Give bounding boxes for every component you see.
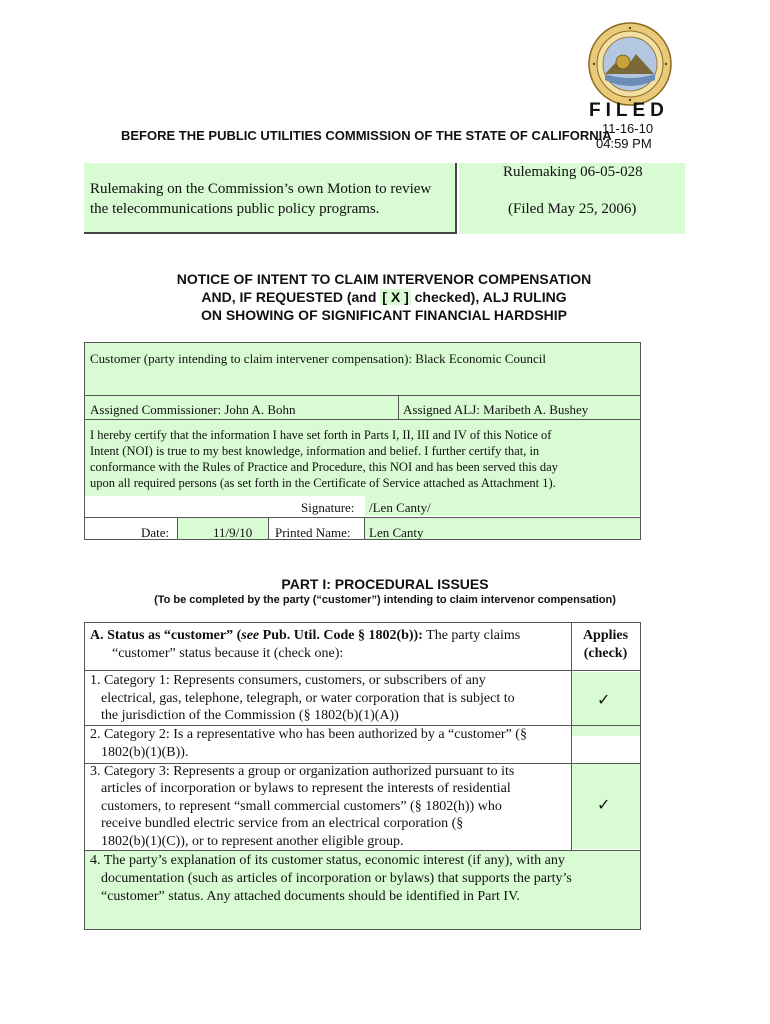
applies-label: Applies bbox=[582, 628, 629, 643]
divider bbox=[364, 517, 365, 539]
section-a-see: see bbox=[241, 628, 260, 643]
rulemaking-filed-date: (Filed May 25, 2006) bbox=[508, 201, 637, 217]
category-1-checkmark[interactable]: ✓ bbox=[597, 690, 611, 709]
assigned-commissioner[interactable]: Assigned Commissioner: John A. Bohn bbox=[90, 402, 296, 417]
commission-seal bbox=[588, 22, 672, 106]
divider bbox=[177, 517, 178, 539]
check-label: (check) bbox=[583, 645, 628, 661]
signature-label: Signature: bbox=[301, 500, 355, 515]
customer-status-table bbox=[84, 622, 641, 930]
section-a-code: Pub. Util. Code § 1802(b)): bbox=[259, 628, 423, 643]
notice-title-line-2 bbox=[0, 289, 769, 305]
filed-stamp-time: 04:59 PM bbox=[596, 136, 652, 151]
hardship-checkbox[interactable]: [ X ] bbox=[382, 289, 409, 305]
customer-info-box bbox=[84, 342, 641, 540]
item-4-line[interactable]: “customer” status. Any attached documents should be identified in Part IV. bbox=[101, 889, 520, 904]
divider bbox=[85, 517, 640, 518]
assigned-alj[interactable]: Assigned ALJ: Maribeth A. Bushey bbox=[403, 402, 589, 417]
category-3-checkmark[interactable]: ✓ bbox=[597, 795, 611, 814]
rulemaking-number: Rulemaking 06-05-028 bbox=[503, 164, 643, 180]
rulemaking-description-line: Rulemaking on the Commission’s own Motion to review bbox=[90, 181, 432, 197]
part-1-title: PART I: PROCEDURAL ISSUES bbox=[281, 576, 489, 592]
category-3-line: articles of incorporation or bylaws to represent the interests of residential bbox=[101, 781, 511, 796]
rulemaking-description-line: the telecommunications public policy programs. bbox=[90, 201, 380, 217]
category-3-line: 3. Category 3: Represents a group or organization authorized pursuant to its bbox=[90, 764, 515, 779]
filed-stamp-label: FILED bbox=[589, 100, 669, 121]
filed-stamp-date: 11-16-10 bbox=[602, 121, 654, 136]
divider bbox=[85, 670, 640, 671]
category-2-line: 2. Category 2: Is a representative who has been authorized by a “customer” (§ bbox=[90, 727, 527, 742]
notice-title-line-3: ON SHOWING OF SIGNIFICANT FINANCIAL HARDSHIP bbox=[200, 307, 568, 323]
item-4-line[interactable]: documentation (such as articles of incorporation or bylaws) that supports the party’s bbox=[101, 871, 572, 886]
certification-line: Intent (NOI) is true to my best knowledge, information and belief. I further certify that, in bbox=[90, 444, 540, 458]
notice-text: checked), ALJ RULING bbox=[410, 289, 567, 305]
section-a-line-2: “customer” status because it (check one): bbox=[112, 646, 344, 661]
section-a-rest: The party claims bbox=[422, 628, 521, 643]
notice-text: AND, IF REQUESTED (and bbox=[201, 289, 381, 305]
printed-name-label: Printed Name: bbox=[275, 525, 351, 540]
notice-title-line-1: NOTICE OF INTENT TO CLAIM INTERVENOR COMPENSATION bbox=[176, 271, 592, 287]
section-a-heading bbox=[90, 627, 570, 645]
certification-text bbox=[90, 427, 558, 491]
certification-line: upon all required persons (as set forth in the Certificate of Service attached as Attachment 1). bbox=[90, 476, 556, 490]
court-title: BEFORE THE PUBLIC UTILITIES COMMISSION OF THE STATE OF CALIFORNIA bbox=[121, 128, 612, 143]
item-4-line[interactable]: 4. The party’s explanation of its customer status, economic interest (if any), with any bbox=[90, 853, 565, 868]
divider bbox=[398, 395, 399, 419]
category-2-line: 1802(b)(1)(B)). bbox=[101, 745, 189, 760]
divider bbox=[85, 395, 640, 396]
customer-field[interactable]: Customer (party intending to claim intervener compensation): Black Economic Council bbox=[90, 351, 546, 366]
section-a-label: A. Status as “customer” ( bbox=[90, 628, 242, 643]
signature-field[interactable]: /Len Canty/ bbox=[369, 500, 431, 515]
divider bbox=[85, 850, 640, 851]
divider bbox=[85, 419, 640, 420]
category-1-line: 1. Category 1: Represents consumers, customers, or subscribers of any bbox=[90, 673, 486, 688]
part-1-subtitle: (To be completed by the party (“customer”) intending to claim intervenor compensation) bbox=[154, 594, 616, 606]
category-1-line: the jurisdiction of the Commission (§ 1802(b)(1)(A)) bbox=[101, 708, 399, 723]
certification-line: I hereby certify that the information I have set forth in Parts I, II, III and IV of this Notice of bbox=[90, 428, 552, 442]
date-label: Date: bbox=[141, 525, 170, 540]
divider bbox=[268, 517, 269, 539]
date-field[interactable]: 11/9/10 bbox=[213, 525, 253, 540]
category-3-line: customers, to represent “small commercial customers” (§ 1802(h)) who bbox=[101, 799, 502, 814]
rulemaking-description bbox=[90, 179, 450, 219]
applies-header bbox=[571, 627, 640, 662]
category-3-line: 1802(b)(1)(C)), or to represent another eligible group. bbox=[101, 834, 404, 849]
category-1-line: electrical, gas, telephone, telegraph, or water corporation that is subject to bbox=[101, 691, 515, 706]
category-3-line: receive bundled electric service from an electrical corporation (§ bbox=[101, 816, 464, 831]
certification-line: conformance with the Rules of Practice and Procedure, this NOI and has been served this day bbox=[90, 460, 558, 474]
printed-name-field[interactable]: Len Canty bbox=[369, 525, 424, 540]
